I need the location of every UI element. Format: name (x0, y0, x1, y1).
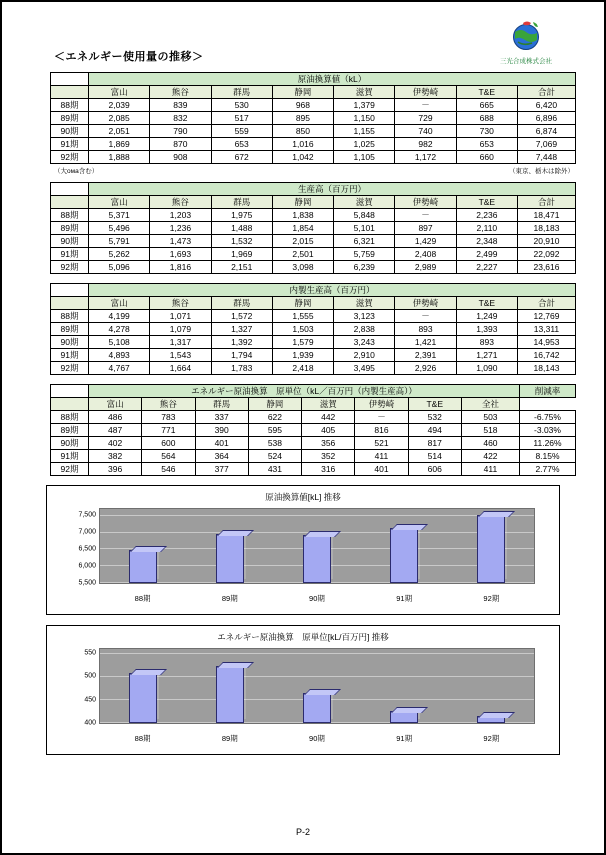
x-axis-tick-label: 91期 (396, 734, 413, 743)
chart-bar (477, 515, 505, 583)
table-row: 89期 487 771 390 595 405 816 494 518 -3.03% (51, 424, 576, 437)
chart-oil-equivalent (46, 485, 560, 615)
reduction-rate: 11.26% (520, 437, 576, 450)
x-axis-tick-label: 89期 (221, 594, 238, 603)
table-row: 91期 5,262 1,693 1,969 2,501 5,759 2,408 2,499 22,092 (51, 248, 576, 261)
col-blank (51, 196, 89, 209)
col-total: 合計 (517, 196, 575, 209)
chart-energy-intensity (46, 625, 560, 755)
note-left: （大ома含む） (54, 168, 99, 175)
col-company-total: 全社 (461, 398, 519, 411)
table-header-row (51, 398, 576, 411)
table-row: 92期 5,096 1,816 2,151 3,098 6,239 2,989 2,227 23,616 (51, 261, 576, 274)
x-axis-tick-label: 90期 (309, 594, 325, 603)
chart-title: 原油換算値[kL] 推移 (265, 492, 341, 502)
y-axis-tick-label: 6,500 (78, 545, 96, 553)
table-row: 91期 382 564 364 524 352 411 514 422 8.15% (51, 450, 576, 463)
table-row: 90期 402 600 401 538 356 521 817 460 11.26% (51, 437, 576, 450)
chart-plot-area (84, 648, 535, 727)
table-internal-production (24, 283, 582, 375)
y-axis-tick-label: 7,500 (78, 511, 96, 519)
company-logo (478, 20, 574, 65)
table-row: 92期 396 546 377 431 316 401 606 411 2.77% (51, 463, 576, 476)
table-row: 88期 2,039 839 530 968 1,379 － 665 6,420 (51, 99, 576, 112)
table-oil-equivalent (24, 72, 582, 164)
chart-plot-area (78, 508, 535, 587)
table-caption: 原油換算値（kL） (89, 73, 576, 86)
col-isesaki: 伊勢崎 (395, 86, 456, 99)
col-total: 合計 (517, 297, 575, 310)
y-axis-tick-label: 7,000 (78, 528, 96, 536)
table-caption: エネルギー原油換算 原単位（kL／百万円（内製生産高）） (89, 385, 520, 398)
chart-x-axis (99, 593, 535, 604)
col-toyama: 富山 (89, 86, 150, 99)
col-shizuoka: 静岡 (272, 196, 333, 209)
y-axis-tick-label: 550 (84, 649, 96, 657)
col-blank (51, 398, 89, 411)
col-te: T&E (408, 398, 461, 411)
col-shizuoka: 静岡 (272, 297, 333, 310)
table-header-row (51, 196, 576, 209)
col-isesaki: 伊勢崎 (395, 297, 456, 310)
table-caption-rate: 削減率 (520, 385, 576, 398)
table-caption: 生産高（百万円） (89, 183, 576, 196)
col-gunma: 群馬 (195, 398, 248, 411)
col-shiga: 滋賀 (334, 196, 395, 209)
table-note (24, 166, 582, 175)
page-number: P-2 (295, 827, 310, 837)
reduction-rate: 2.77% (520, 463, 576, 476)
chart-bar (216, 534, 244, 583)
x-axis-tick-label: 88期 (134, 594, 151, 603)
x-axis-tick-label: 90期 (309, 734, 325, 743)
chart-title: エネルギー原油換算 原単位[kL/百万円] 推移 (217, 632, 389, 642)
table-row: 88期 4,199 1,071 1,572 1,555 3,123 － 1,249 12,769 (51, 310, 576, 323)
y-axis-tick-label: 5,500 (78, 579, 96, 587)
col-shizuoka: 静岡 (272, 86, 333, 99)
globe-icon (478, 20, 574, 54)
col-toyama: 富山 (89, 398, 142, 411)
chart-bar (390, 711, 418, 723)
x-axis-tick-label: 92期 (483, 734, 500, 743)
table-row: 92期 4,767 1,664 1,783 2,418 3,495 2,926 1,090 18,143 (51, 362, 576, 375)
col-toyama: 富山 (89, 297, 150, 310)
table-energy-intensity (24, 384, 582, 476)
chart-x-axis (99, 733, 535, 744)
col-isesaki: 伊勢崎 (395, 196, 456, 209)
col-toyama: 富山 (89, 196, 150, 209)
col-shizuoka: 静岡 (248, 398, 301, 411)
note-right: （東京、栃木は除外） (509, 168, 574, 175)
chart-bar (303, 693, 331, 723)
y-axis-tick-label: 6,000 (78, 562, 96, 570)
table-row: 88期 5,371 1,203 1,975 1,838 5,848 － 2,236 18,471 (51, 209, 576, 222)
reduction-rate: 8.15% (520, 450, 576, 463)
table-row: 89期 5,496 1,236 1,488 1,854 5,101 897 2,110 18,183 (51, 222, 576, 235)
chart-bar (477, 716, 505, 723)
y-axis-tick-label: 450 (84, 696, 96, 704)
col-te: T&E (456, 297, 517, 310)
x-axis-tick-label: 91期 (396, 594, 413, 603)
y-axis-tick-label: 400 (84, 719, 96, 727)
col-kumagaya: 熊谷 (142, 398, 195, 411)
table-caption: 内製生産高（百万円） (89, 284, 576, 297)
col-blank (51, 86, 89, 99)
col-isesaki: 伊勢崎 (355, 398, 408, 411)
col-shiga: 滋賀 (334, 86, 395, 99)
col-kumagaya: 熊谷 (150, 196, 211, 209)
reduction-rate: -3.03% (520, 424, 576, 437)
chart-bar (216, 666, 244, 723)
col-total: 合計 (517, 86, 575, 99)
chart-bar (303, 535, 331, 583)
chart-bar (129, 673, 157, 723)
table-production (24, 182, 582, 274)
col-shiga: 滋賀 (334, 297, 395, 310)
x-axis-tick-label: 89期 (221, 734, 238, 743)
table-row: 90期 5,791 1,473 1,532 2,015 6,321 1,429 2,348 20,910 (51, 235, 576, 248)
table-row: 90期 2,051 790 559 850 1,155 740 730 6,874 (51, 125, 576, 138)
col-te: T&E (456, 196, 517, 209)
col-gunma: 群馬 (211, 196, 272, 209)
company-name: 三光合成株式会社 (500, 58, 552, 65)
table-header-row (51, 86, 576, 99)
page-title: ＜エネルギー使用量の推移＞ (54, 51, 204, 63)
table-header-row (51, 297, 576, 310)
table-row: 90期 5,108 1,317 1,392 1,579 3,243 1,421 893 14,953 (51, 336, 576, 349)
table-row: 88期 486 783 337 622 442 － 532 503 -6.75% (51, 411, 576, 424)
chart-bar (129, 550, 157, 583)
col-gunma: 群馬 (211, 86, 272, 99)
table-row: 91期 1,869 870 653 1,016 1,025 982 653 7,069 (51, 138, 576, 151)
chart-bar (390, 528, 418, 583)
y-axis-tick-label: 500 (84, 672, 96, 680)
col-kumagaya: 熊谷 (150, 297, 211, 310)
table-row: 92期 1,888 908 672 1,042 1,105 1,172 660 7,448 (51, 151, 576, 164)
col-kumagaya: 熊谷 (150, 86, 211, 99)
x-axis-tick-label: 88期 (134, 734, 151, 743)
col-blank (51, 297, 89, 310)
col-gunma: 群馬 (211, 297, 272, 310)
page-header (24, 20, 582, 72)
x-axis-tick-label: 92期 (483, 594, 500, 603)
col-shiga: 滋賀 (302, 398, 355, 411)
table-row: 89期 4,278 1,079 1,327 1,503 2,838 893 1,393 13,311 (51, 323, 576, 336)
table-row: 91期 4,893 1,543 1,794 1,939 2,910 2,391 1,271 16,742 (51, 349, 576, 362)
chart-bars (100, 509, 534, 583)
chart-bars (100, 649, 534, 723)
table-row: 89期 2,085 832 517 895 1,150 729 688 6,896 (51, 112, 576, 125)
reduction-rate: -6.75% (520, 411, 576, 424)
col-te: T&E (456, 86, 517, 99)
